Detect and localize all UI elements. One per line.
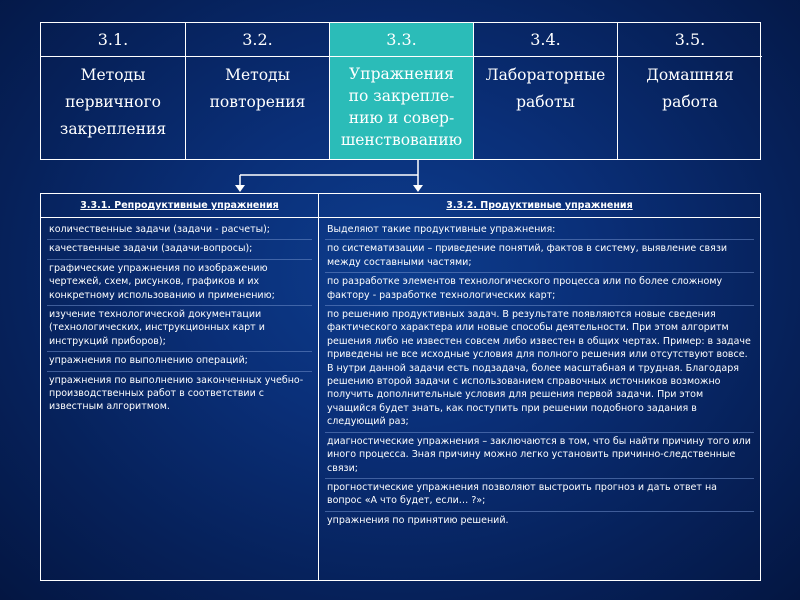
list-item: прогностические упражнения позволяют выстроить прогноз и дать ответ на вопрос «А что будет, если… ?»; (325, 478, 754, 511)
column-title-3-5: Домашняя работа (646, 66, 734, 111)
list-item: качественные задачи (задачи-вопросы); (47, 239, 312, 258)
exercises-table (40, 193, 761, 581)
reproductive-header: 3.3.1. Репродуктивные упражнения (41, 194, 319, 218)
list-item: графические упражнения по изображению чертежей, схем, рисунков, графиков и их конкретному использованию и применению; (47, 259, 312, 305)
list-item: по систематизации – приведение понятий, фактов в систему, выявление связи между составными частями; (325, 239, 754, 272)
column-number-3-5: 3.5. (618, 23, 762, 57)
column-number-3-3: 3.3. (330, 23, 474, 57)
list-item: упражнения по выполнению операций; (47, 351, 312, 370)
productive-list (319, 218, 760, 580)
column-number-3-4: 3.4. (474, 23, 618, 57)
arrow-right-head (413, 185, 423, 192)
reproductive-list (41, 218, 319, 580)
column-title-3-4: Лабораторные работы (474, 57, 618, 159)
list-item: по разработке элементов технологического процесса или по более сложному фактору - разработке технологических карт; (325, 272, 754, 305)
column-title-3-2: Методы повторения (186, 57, 330, 159)
list-item: диагностические упражнения – заключаются в том, что бы найти причину того или иного процесса. Зная причину можно легко установить причинно-следственные связи; (325, 432, 754, 478)
list-item: Выделяют такие продуктивные упражнения: (327, 224, 556, 235)
list-item: изучение технологической документации (технологических, инструкционных карт и инструкций приборов); (47, 305, 312, 351)
column-number-3-1: 3.1. (41, 23, 186, 57)
column-number-3-2: 3.2. (186, 23, 330, 57)
list-item: количественные задачи (задачи - расчеты); (49, 224, 271, 235)
list-item: по решению продуктивных задач. В результате появляются новые сведения фактического характера или новые способы деятельности. При этом алгоритм решения либо не известен совсем либо известен в общих чертах. Пример: в задаче приведены не все исходные условия для полного решения или отсутствуют вовсе. В нутри данной задачи есть подзадача, более масштабная и трудная. Благодаря решению второй задачи с использованием справочных источников возможно получить дополнительные условия для решения первой задачи. При этом учащийся будет знать, как поступить при решении подобного задания в следующий раз; (325, 305, 754, 432)
column-title-3-1: Методы первичного закрепления (41, 57, 186, 159)
arrow-left-head (235, 185, 245, 192)
methods-table (40, 22, 761, 160)
list-item: упражнения по выполнению законченных учебно-производственных работ в соответствии с известным алгоритмом. (47, 371, 312, 417)
productive-header: 3.3.2. Продуктивные упражнения (319, 194, 760, 218)
column-title-3-3: Упражнения по закрепле- нию и совер- шенствованию (330, 57, 474, 159)
list-item: упражнения по принятию решений. (325, 511, 754, 530)
